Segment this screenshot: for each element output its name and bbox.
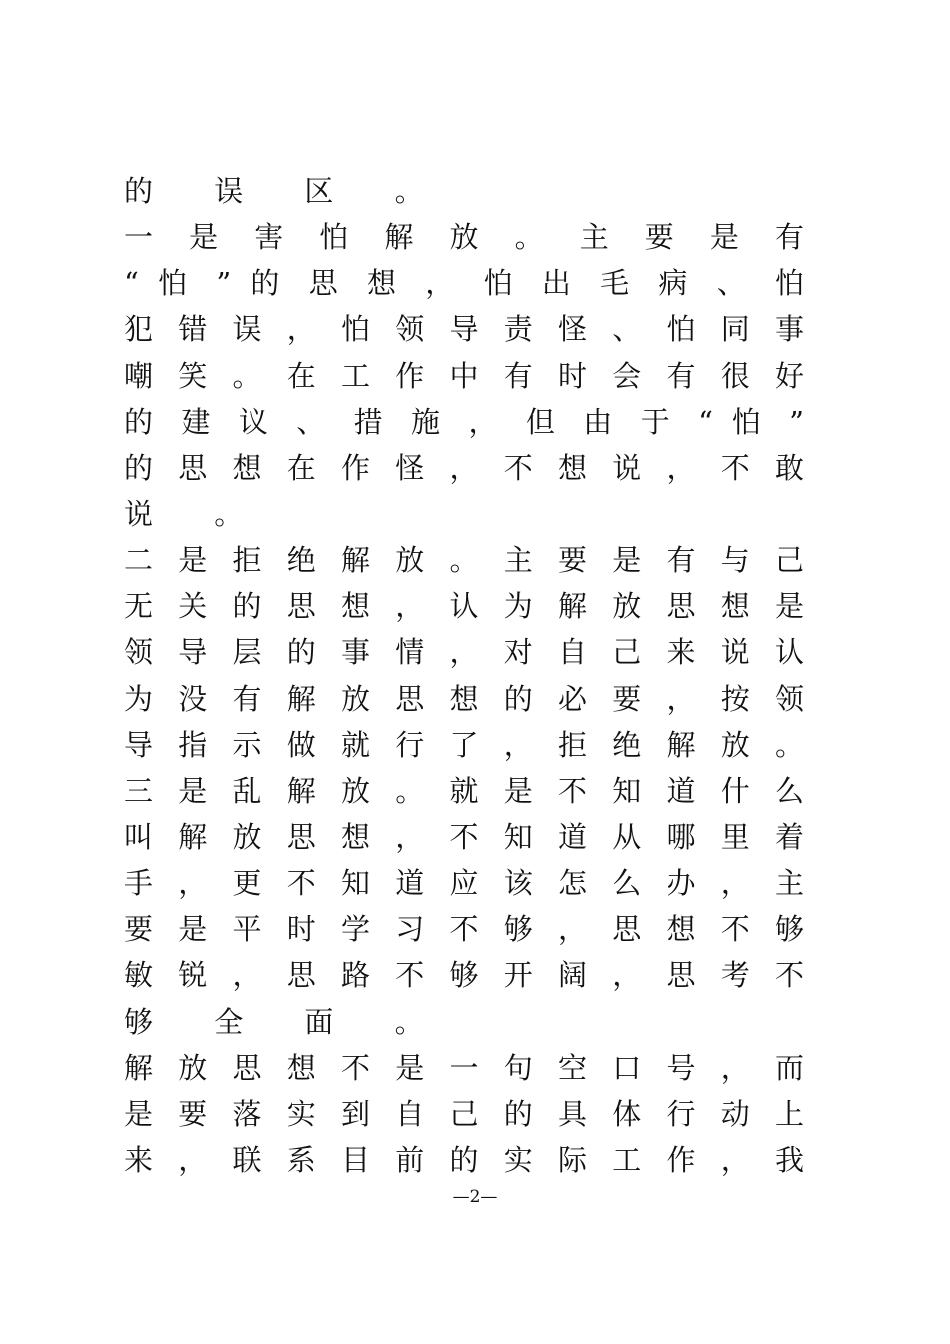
text-line: 领 导 层 的 事 情 ， 对 自 己 来 说 认 [124, 635, 804, 670]
text-line: 说 。 [124, 496, 270, 531]
text-line: 无 关 的 思 想 ， 认 为 解 放 思 想 是 [124, 589, 804, 624]
text-line: 是 要 落 实 到 自 己 的 具 体 行 动 上 [124, 1096, 804, 1131]
text-line: 来 ， 联 系 目 前 的 实 际 工 作 ， 我 [124, 1142, 804, 1177]
text-line: 为 没 有 解 放 思 想 的 必 要 ， 按 领 [124, 681, 804, 716]
text-line: 一 是 害 怕 解 放 。 主 要 是 有 [124, 220, 804, 255]
text-line: 手 ， 更 不 知 道 应 该 怎 么 办 ， 主 [124, 866, 804, 901]
text-line: 的 误 区 。 [124, 174, 450, 208]
text-line: 叫 解 放 思 想 ， 不 知 道 从 哪 里 着 [124, 819, 804, 854]
text-line: 犯 错 误 ， 怕 领 导 责 怪 、 怕 同 事 [124, 312, 804, 347]
text-line: 够 全 面 。 [124, 1004, 450, 1039]
page-number: —2— [452, 1187, 498, 1207]
text-line: 敏 锐 ， 思 路 不 够 开 阔 ， 思 考 不 [124, 958, 804, 993]
text-line: 二 是 拒 绝 解 放 。 主 要 是 有 与 己 [124, 543, 804, 578]
text-line: 的 建 议 、 措 施 ， 但 由 于 “ 怕 ” [124, 404, 804, 439]
text-line: 导 指 示 做 就 行 了 ， 拒 绝 解 放 。 [124, 727, 804, 762]
body-text [124, 168, 804, 1183]
text-line: 解 放 思 想 不 是 一 句 空 口 号 ， 而 [124, 1050, 804, 1085]
text-line: 三 是 乱 解 放 。 就 是 不 知 道 什 么 [124, 773, 804, 808]
text-line: 嘲 笑 。 在 工 作 中 有 时 会 有 很 好 [124, 358, 804, 393]
text-line: 的 思 想 在 作 怪 ， 不 想 说 ， 不 敢 [124, 450, 804, 485]
text-line: “ 怕 ” 的 思 想 ， 怕 出 毛 病 、 怕 [124, 266, 804, 301]
text-line: 要 是 平 时 学 习 不 够 ， 思 想 不 够 [124, 912, 804, 947]
